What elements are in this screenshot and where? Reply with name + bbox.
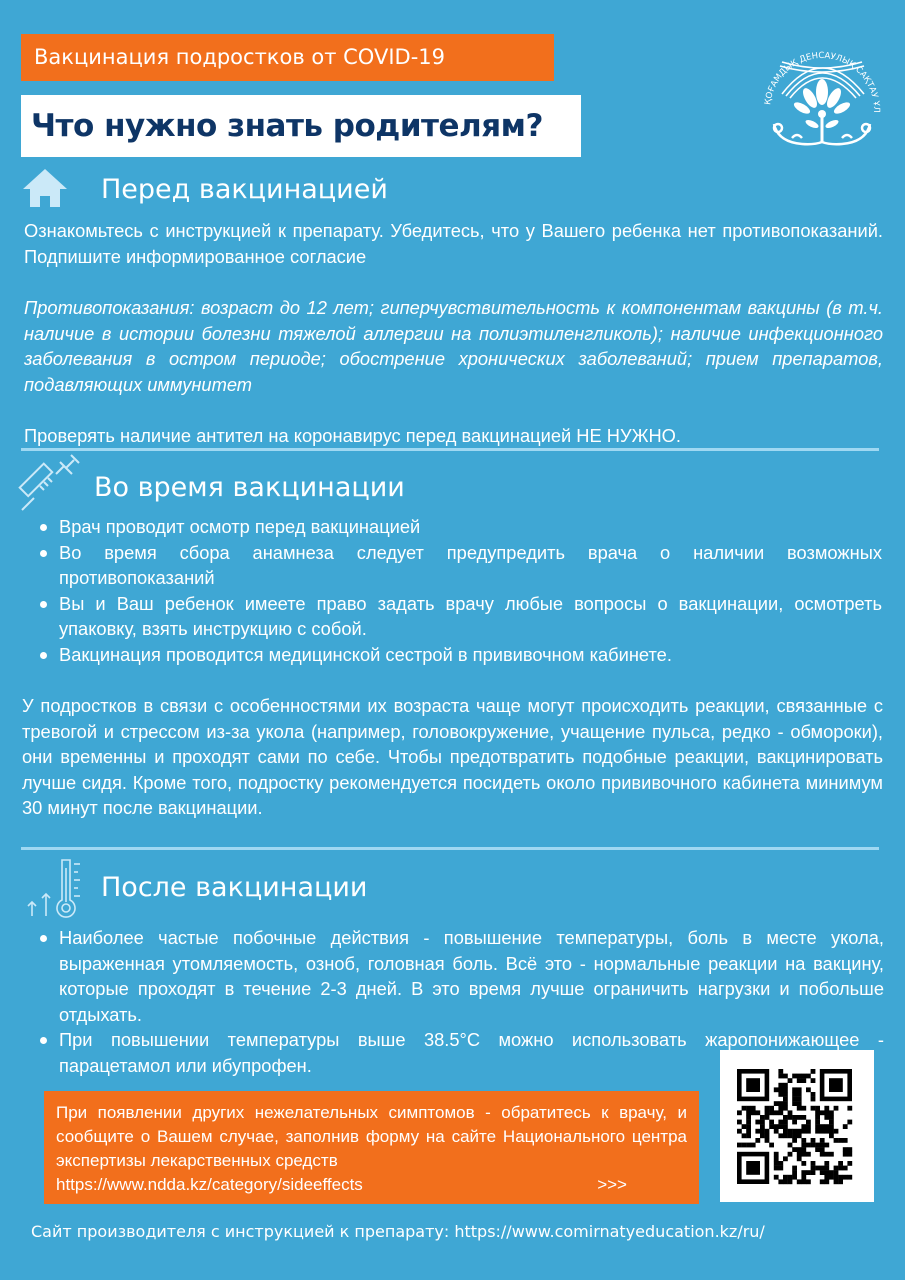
after-item: При повышении температуры выше 38.5°С можно использовать жаропонижающее - парацетамол или ибупрофен. [22,1027,884,1078]
report-arrows[interactable]: >>> [597,1175,627,1194]
antibodies-note: Проверять наличие антител на коронавирус перед вакцинацией НЕ НУЖНО. [24,425,681,446]
logo-text: ҚОҒАМДЫҚ ДЕНСАУЛЫҚ САҚТАУ ҰЛ [763,50,882,113]
side-effects-report-box [44,1091,699,1204]
during-item: Вакцинация проводится медицинской сестрой в прививочном кабинете. [22,642,882,668]
during-item: Во время сбора анамнеза следует предупредить врача о наличии возможных противопоказаний [22,540,882,591]
thermometer-icon [22,856,90,920]
section-divider [21,847,879,850]
during-item: Вы и Ваш ребенок имеете право задать врачу любые вопросы о вакцинации, осмотреть упаковку, взять инструкцию с собой. [22,591,882,642]
during-item: Врач проводит осмотр перед вакцинацией [22,514,882,540]
report-link[interactable]: https://www.ndda.kz/category/sideeffects [56,1175,363,1194]
section-heading-after: После вакцинации [101,872,368,903]
syringe-icon [18,452,82,514]
manufacturer-site-footer[interactable]: Сайт производителя с инструкцией к препарату: https://www.comirnatyeducation.kz/ru/ [31,1222,765,1241]
report-text: При появлении других нежелательных симптомов - обратитесь к врачу, и сообщите о Вашем случае, заполнив форму на сайте Национального центра экспертизы лекарственных средств [56,1103,687,1170]
teen-reactions-note: У подростков в связи с особенностями их возраста чаще могут происходить реакции, связанные с тревогой и стрессом из-за укола (например, головокружение, учащение пульса, редко - обмороки), они временны и проходят сами по себе. Чтобы предотвратить подобные реакции, вакцинировать лучше сидя. Кроме того, подростку рекомендуется посидеть около прививочного кабинета минимум 30 минут после вакцинации. [22,695,883,818]
contraindications: Противопоказания: возраст до 12 лет; гиперчувствительность к компонентам вакцины (в т.ч. наличие в истории болезни тяжелой аллергии на полиэтиленгликоль); наличие инфекционного заболевания в остром периоде; обострение хронических заболеваний; прием препаратов, подавляющих иммунитет [24,297,883,395]
house-icon [21,167,69,209]
logo-emblem-icon [752,32,892,167]
section-divider [21,448,879,451]
organization-logo [752,32,892,167]
section-heading-before: Перед вакцинацией [101,174,388,205]
section-heading-during: Во время вакцинации [94,472,405,503]
during-list [22,514,882,667]
qr-code-icon[interactable] [720,1050,874,1202]
page-title: Что нужно знать родителям? [21,95,581,157]
after-item: Наиболее частые побочные действия - повышение температуры, боль в месте укола, выраженная утомляемость, озноб, головная боль. Всё это - нормальные реакции на вакцину, которые проходят в течение 2-3 дней. В это время лучше ограничить нагрузки и побольше отдыхать. [22,925,884,1027]
top-banner: Вакцинация подростков от COVID-19 [21,34,554,81]
before-intro: Ознакомьтесь с инструкцией к препарату. Убедитесь, что у Вашего ребенка нет противопоказаний. Подпишите информированное согласие [24,220,883,267]
